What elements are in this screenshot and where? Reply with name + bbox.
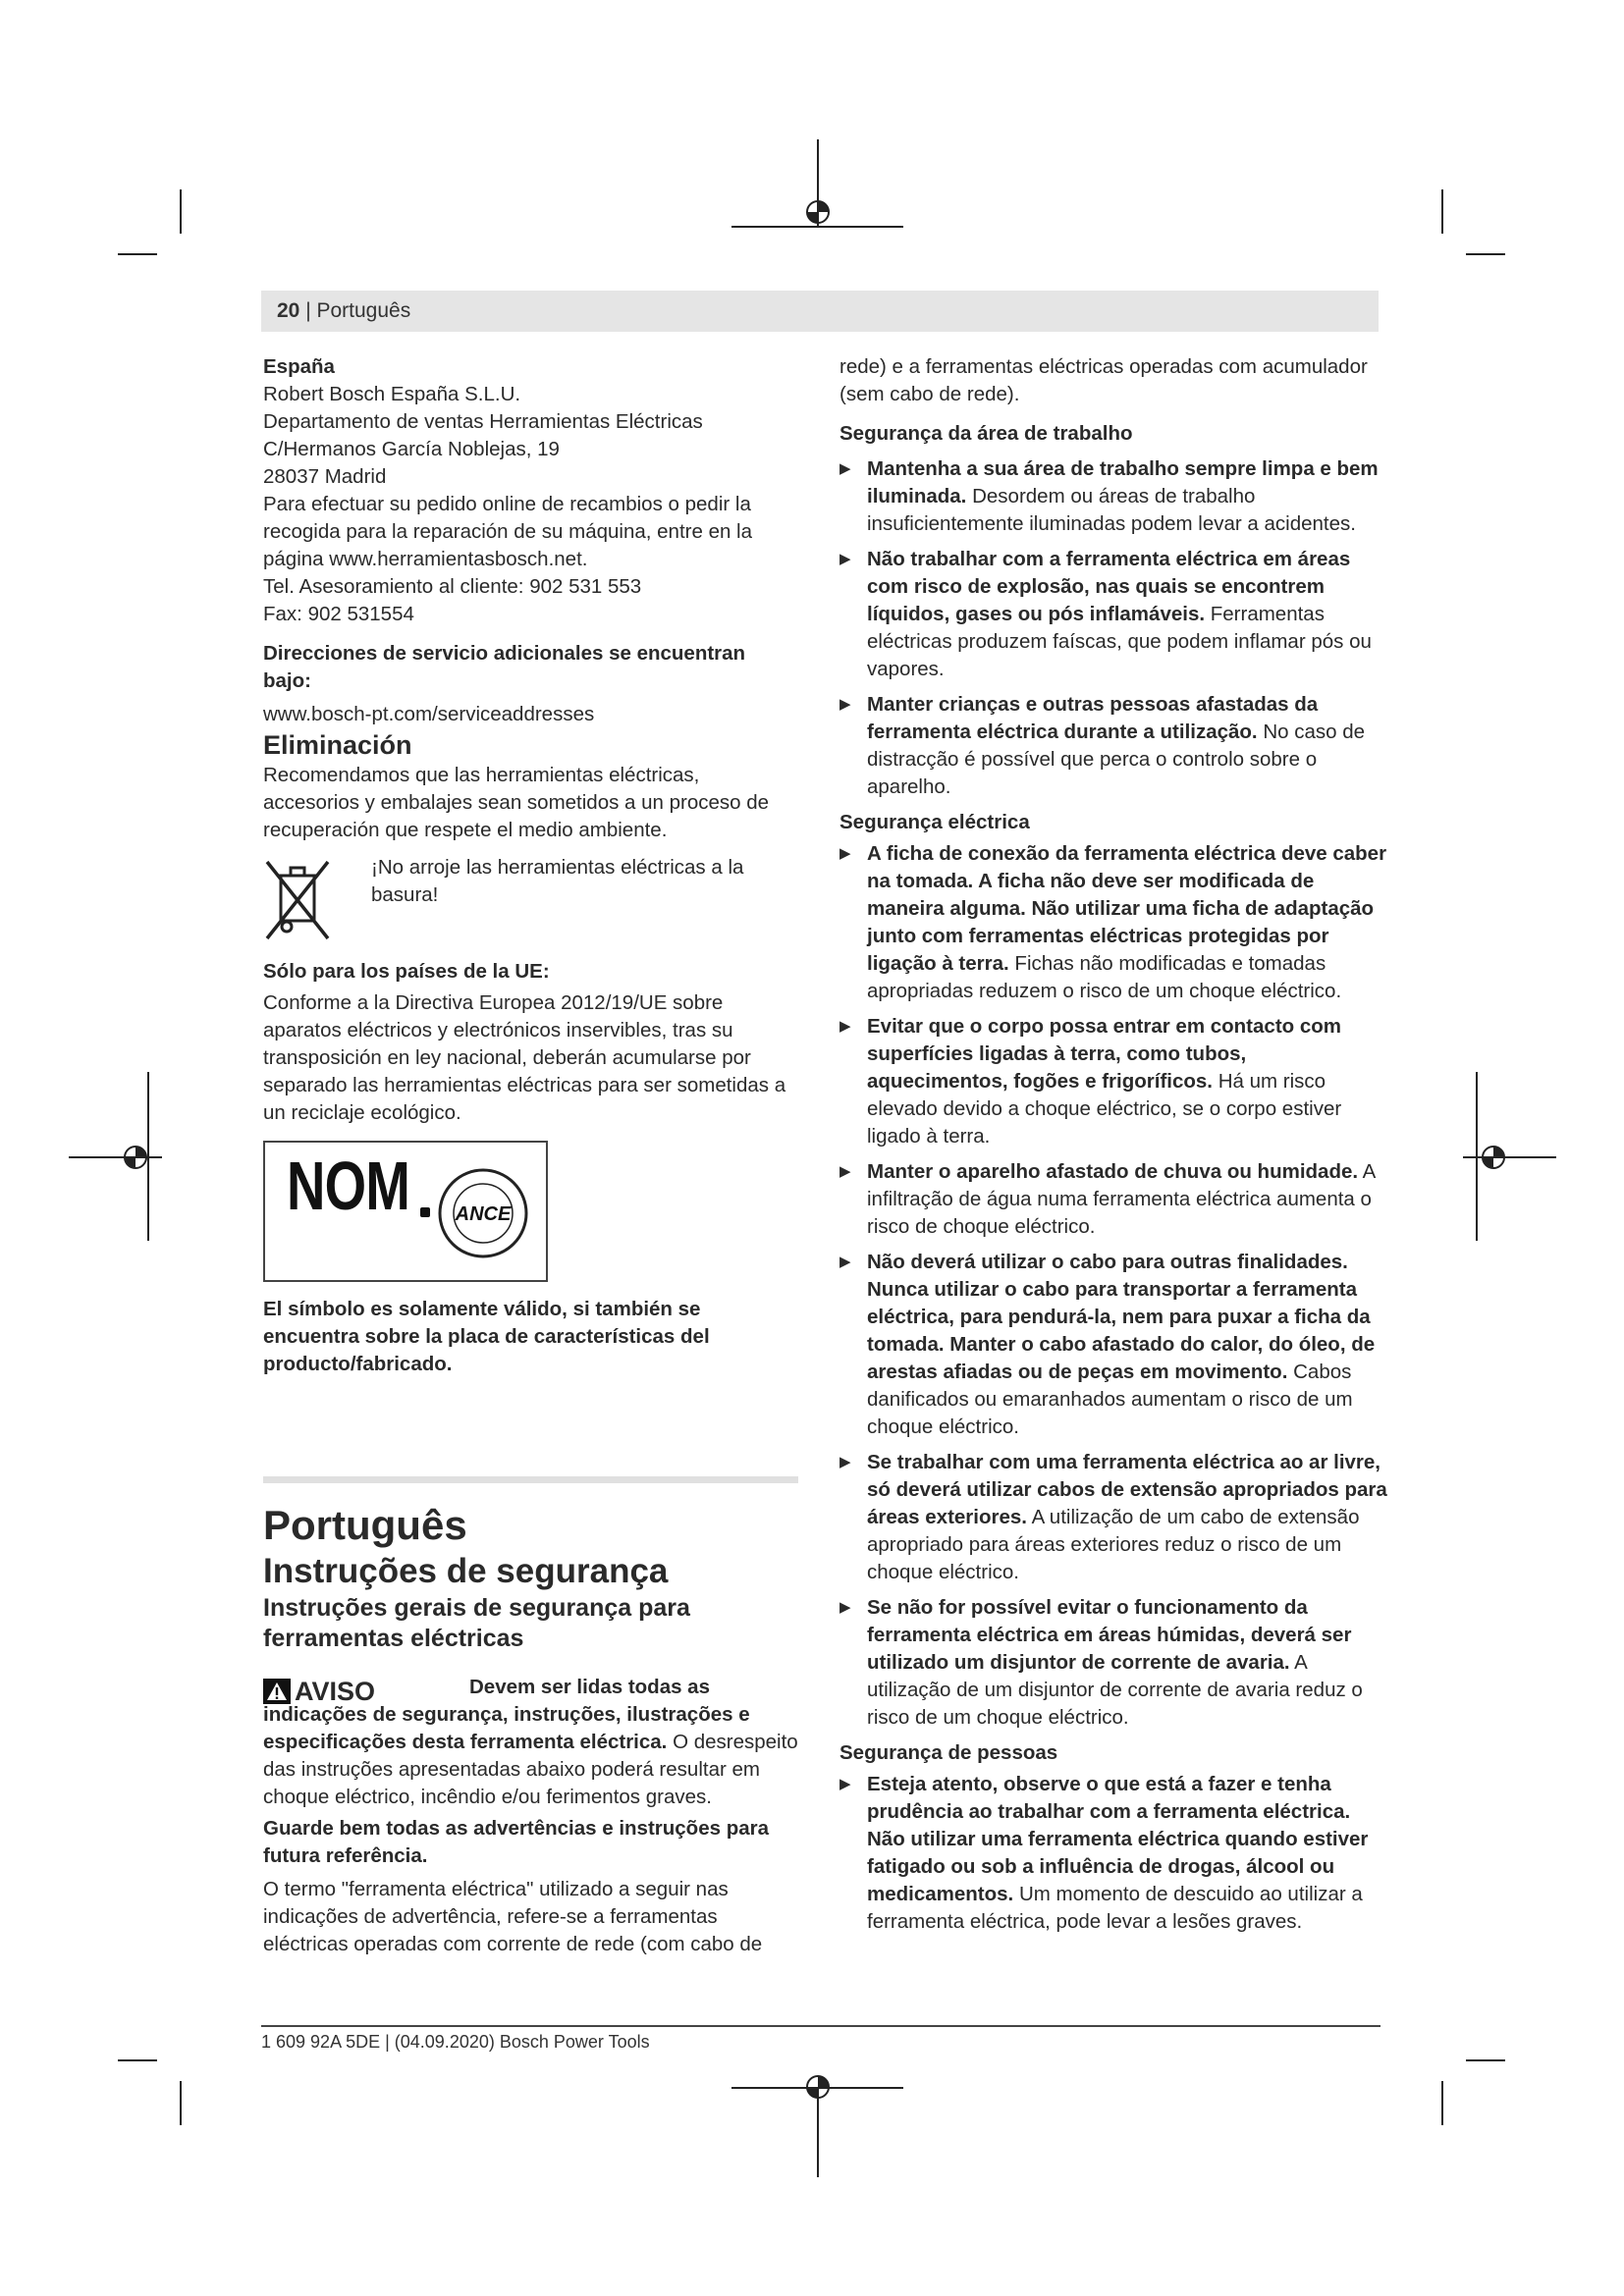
spain-order-text: Para efectuar su pedido online de recambios o pedir la recogida para la reparación de su máquina, entre en la página www.herramientasbosch.net. [263, 493, 753, 570]
elimination-title: Eliminación [263, 730, 412, 760]
item-bold: Manter o aparelho afastado de chuva ou humidade. [867, 1160, 1359, 1183]
header-section: Português [316, 299, 411, 322]
item-text: Ferramentas eléctricas produzem faíscas, que podem inflamar pós ou vapores. [867, 603, 1372, 680]
item-bold: Não deverá utilizar o cabo para outras finalidades. Nunca utilizar o cabo para transportar a ferramenta eléctrica, para pendurá-la, nem para puxar a ficha da tomada. Manter o cabo afastado do calor, do óleo, de arestas afiadas ou de peças em movimento. [867, 1251, 1376, 1383]
crop-mark [1441, 189, 1443, 234]
crop-mark [1466, 2059, 1505, 2061]
item-bold: Se trabalhar com uma ferramenta eléctrica ao ar livre, só deverá utilizar cabos de extensão apropriados para áreas exteriores. [867, 1451, 1387, 1528]
item-text: Há um risco elevado devido a choque eléctrico, se o corpo estiver ligado à terra. [867, 1070, 1342, 1148]
item-bold: Evitar que o corpo possa entrar em contacto com superfícies ligadas à terra, como tubos, aquecimentos, fogões e frigoríficos. [867, 1015, 1342, 1093]
crop-mark [180, 2081, 182, 2125]
list-item [839, 1594, 1387, 1732]
area-list [839, 455, 1387, 801]
registration-line [1476, 1072, 1478, 1241]
item-bold: A ficha de conexão da ferramenta eléctrica deve caber na tomada. A ficha não deve ser modificada de maneira alguma. Não utilizar uma ficha de adaptação junto com ferramentas eléctricas protegidas por ligação à terra. [867, 842, 1387, 975]
crop-mark [1441, 2081, 1443, 2125]
crop-mark [180, 189, 182, 234]
continued-text: rede) e a ferramentas eléctricas operadas com acumulador (sem cabo de rede). [839, 355, 1368, 405]
list-item [839, 1013, 1387, 1150]
spain-tel: Tel. Asesoramiento al cliente: 902 531 553 [263, 575, 642, 598]
people-heading: Segurança de pessoas [839, 1741, 1058, 1764]
item-text: A infiltração de água numa ferramenta eléctrica aumenta o risco de choque eléctrico. [867, 1160, 1376, 1238]
ance-seal-icon [434, 1164, 532, 1262]
crossed-bin-icon [263, 854, 332, 942]
registration-mark-icon [803, 197, 833, 227]
people-list [839, 1771, 1387, 1936]
crop-mark [118, 2059, 157, 2061]
nom-ance-logo [263, 1141, 548, 1282]
page-header [261, 291, 1379, 332]
header-text: 20 | Português [277, 299, 411, 322]
item-text: No caso de distracção é possível que perca o controlo sobre o aparelho. [867, 721, 1366, 798]
guard-text: Guarde bem todas as advertências e instruções para futura referência. [263, 1817, 769, 1867]
list-item [839, 1158, 1387, 1241]
item-text: A utilização de um disjuntor de corrente de avaria reduz o risco de um choque eléctrico. [867, 1651, 1363, 1729]
list-item [839, 546, 1387, 683]
right-column [839, 353, 1387, 1944]
item-bold: Manter crianças e outras pessoas afastadas da ferramenta eléctrica durante a utilização. [867, 693, 1319, 743]
address-line: Robert Bosch España S.L.U. [263, 383, 521, 405]
item-text: Um momento de descuido ao utilizar a ferramenta eléctrica, pode levar a lesões graves. [867, 1883, 1363, 1933]
nom-dot [420, 1207, 430, 1217]
crop-mark [118, 253, 157, 255]
item-text: Fichas não modificadas e tomadas apropriadas reduzem o risco de um choque eléctrico. [867, 952, 1342, 1002]
nom-label: NOM [287, 1148, 410, 1224]
aviso-body [263, 1674, 798, 1811]
spain-title: España [263, 355, 335, 378]
weee-text: ¡No arroje las herramientas eléctricas a la basura! [371, 856, 744, 906]
registration-mark-icon [1479, 1143, 1508, 1172]
left-column [263, 353, 798, 1958]
service-url[interactable]: www.bosch-pt.com/serviceaddresses [263, 703, 595, 725]
ue-heading: Sólo para los países de la UE: [263, 960, 550, 983]
footer-text: 1 609 92A 5DE | (04.09.2020) Bosch Power Tools [261, 2032, 650, 2052]
list-item [839, 840, 1387, 1005]
section-divider [263, 1476, 798, 1483]
item-text: Cabos danificados ou emaranhados aumentam o risco de um choque eléctrico. [867, 1361, 1353, 1438]
ue-text: Conforme a la Directiva Europea 2012/19/UE sobre aparatos eléctricos y electrónicos inservibles, tras su transposición en ley nacional, deberán acumularse por separado las herramientas eléctricas para ser sometidas a un reciclaje ecológico. [263, 991, 786, 1124]
termo-text: O termo "ferramenta eléctrica" utilizado a seguir nas indicações de advertência, refere-se a ferramentas eléctricas operadas com corrente de rede (com cabo de [263, 1878, 763, 1955]
aviso-bold: Devem ser lidas todas as indicações de segurança, instruções, ilustrações e especificações desta ferramenta eléctrica. [263, 1676, 750, 1753]
address-line: C/Hermanos García Noblejas, 19 [263, 438, 560, 460]
address-line: Departamento de ventas Herramientas Eléctricas [263, 410, 703, 433]
list-item [839, 1449, 1387, 1586]
aviso-text: AVISO [295, 1677, 376, 1706]
registration-mark-icon [803, 2072, 833, 2102]
list-item [839, 1771, 1387, 1936]
elec-heading: Segurança eléctrica [839, 811, 1030, 833]
instr-title: Instruções de segurança [263, 1552, 669, 1590]
list-item [839, 691, 1387, 801]
item-text: A utilização de um cabo de extensão apropriado para áreas exteriores reduz o risco de um choque eléctrico. [867, 1506, 1360, 1583]
service-heading: Direcciones de servicio adicionales se encuentran bajo: [263, 642, 746, 692]
footer-rule [261, 2025, 1380, 2027]
registration-mark-icon [121, 1143, 150, 1172]
spain-fax: Fax: 902 531554 [263, 603, 414, 625]
item-text: Desordem ou áreas de trabalho insuficientemente iluminadas podem levar a acidentes. [867, 485, 1356, 535]
item-bold: Se não for possível evitar o funcionamento da ferramenta eléctrica em áreas húmidas, deverá ser utilizado um disjuntor de corrente de avaria. [867, 1596, 1352, 1674]
ance-label: ANCE [455, 1203, 512, 1225]
address-line: 28037 Madrid [263, 465, 387, 488]
elec-list [839, 840, 1387, 1732]
item-bold: Não trabalhar com a ferramenta eléctrica em áreas com risco de explosão, nas quais se encontrem líquidos, gases ou pós inflamáveis. [867, 548, 1351, 625]
weee-row [263, 854, 798, 942]
nom-note: El símbolo es solamente válido, si también se encuentra sobre la placa de características del producto/fabricado. [263, 1298, 710, 1375]
page-number: 20 [277, 299, 300, 322]
item-bold: Esteja atento, observe o que está a fazer e tenha prudência ao trabalhar com a ferramenta eléctrica. Não utilizar uma ferramenta eléctrica quando estiver fatigado ou sob a influência de drogas, álcool ou medicamentos. [867, 1773, 1369, 1905]
list-item [839, 455, 1387, 538]
item-bold: Mantenha a sua área de trabalho sempre limpa e bem iluminada. [867, 457, 1379, 507]
aviso-rest: O desrespeito das instruções apresentadas abaixo poderá resultar em choque eléctrico, incêndio e/ou ferimentos graves. [263, 1731, 798, 1808]
elimination-text: Recomendamos que las herramientas eléctricas, accesorios y embalajes sean sometidos a un proceso de recuperación que respete el medio ambiente. [263, 764, 770, 841]
crop-mark [1466, 253, 1505, 255]
portugues-title: Português [263, 1502, 467, 1548]
general-instr-title: Instruções gerais de segurança para ferramentas eléctricas [263, 1594, 690, 1652]
list-item [839, 1249, 1387, 1441]
area-heading: Segurança da área de trabalho [839, 422, 1133, 445]
